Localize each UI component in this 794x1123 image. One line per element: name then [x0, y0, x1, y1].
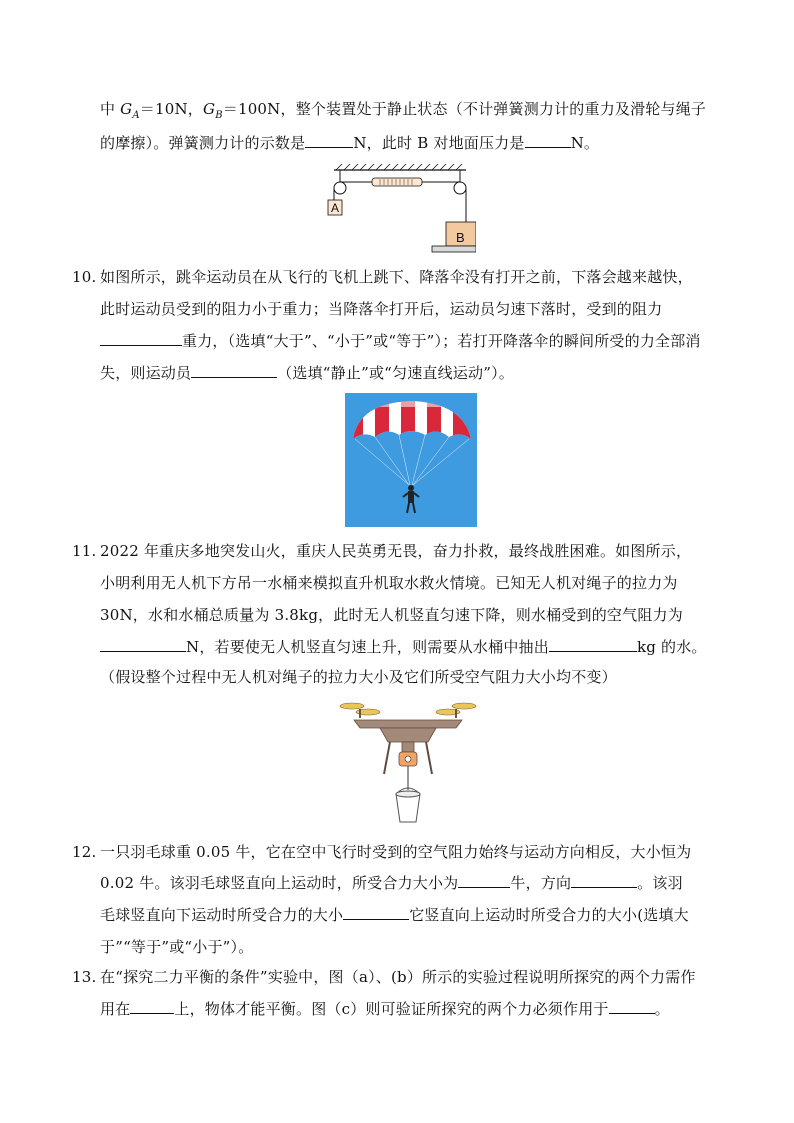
- q11-line-1: 11. 2022 年重庆多地突发山火，重庆人民英勇无畏，奋力扑救，最终战胜困难。如图所示，: [72, 542, 692, 560]
- drone-bucket-figure: [338, 694, 478, 828]
- q11-line-2: 小明利用无人机下方吊一水桶来模拟直升机取水救火情境。已知无人机对绳子的拉力为: [100, 574, 678, 592]
- q12-line-4: 于”“等于”或“小于”）。: [100, 938, 254, 956]
- answer-blank[interactable]: [100, 330, 182, 346]
- answer-blank[interactable]: [100, 636, 186, 652]
- q11-line-4: N，若要使无人机竖直匀速上升，则需要从水桶中抽出 kg 的水。: [100, 636, 707, 658]
- answer-blank[interactable]: [458, 872, 510, 888]
- q9-line-1: 中 $G_A=10N$，$G_B=100N$，整个装置处于静止状态（不计弹簧测力计的重力及滑轮与绳子: [100, 100, 707, 121]
- q10-line-4: 失，则运动员 （选填“静止”或“匀速直线运动”）。: [100, 364, 514, 382]
- q11-line-5: （假设整个过程中无人机对绳子的拉力大小及它们所受空气阻力大小均不变）: [100, 668, 617, 686]
- block-a-label: A: [331, 201, 340, 215]
- q12-line-3: 毛球竖直向下运动时所受合力的大小 它竖直向上运动时所受合力的大小(选填大: [100, 906, 689, 924]
- answer-blank[interactable]: [305, 132, 353, 148]
- pulley-spring-figure: [326, 162, 476, 256]
- q13-number: 13.: [72, 968, 97, 986]
- q11-line-3: 30N，水和水桶总质量为 3.8kg，此时无人机竖直匀速下降，则水桶受到的空气阻力为: [100, 606, 683, 624]
- q13-line-1: 13. 在“探究二力平衡的条件”实验中，图（a）、(b）所示的实验过程说明所探究的两个力需作: [72, 968, 696, 986]
- q12-line-2: 0.02 牛。该羽毛球竖直向上运动时，所受合力大小为 牛，方向 。该羽: [100, 874, 683, 892]
- q9-line-2: 的摩擦）。弹簧测力计的示数是 N，此时 B 对地面压力是 N。: [100, 134, 600, 152]
- q10-number: 10.: [72, 268, 97, 286]
- q10-line-2: 此时运动员受到的阻力小于重力；当降落伞打开后，运动员匀速下落时，受到的阻力: [100, 300, 663, 318]
- answer-blank[interactable]: [130, 998, 174, 1014]
- q10-line-3: 重力，（选填“大于”、“小于”或“等于”）；若打开降落伞的瞬间所受的力全部消: [100, 330, 701, 352]
- answer-blank[interactable]: [609, 998, 655, 1014]
- parachute-photo: [345, 393, 477, 527]
- q13-line-2: 用在 上，物体才能平衡。图（c）则可验证所探究的两个力必须作用于 。: [100, 1000, 670, 1018]
- q12-number: 12.: [72, 843, 97, 861]
- answer-blank[interactable]: [525, 132, 571, 148]
- block-b-label: B: [456, 230, 465, 245]
- answer-blank[interactable]: [191, 362, 277, 378]
- q11-number: 11.: [72, 542, 97, 560]
- q10-line-1: 10. 如图所示，跳伞运动员在从飞行的飞机上跳下、降落伞没有打开之前，下落会越来越快，: [72, 268, 693, 286]
- answer-blank[interactable]: [571, 872, 637, 888]
- answer-blank[interactable]: [343, 904, 409, 920]
- answer-blank[interactable]: [549, 636, 637, 652]
- q12-line-1: 12. 一只羽毛球重 0.05 牛，它在空中飞行时受到的空气阻力始终与运动方向相反，大小恒为: [72, 843, 692, 861]
